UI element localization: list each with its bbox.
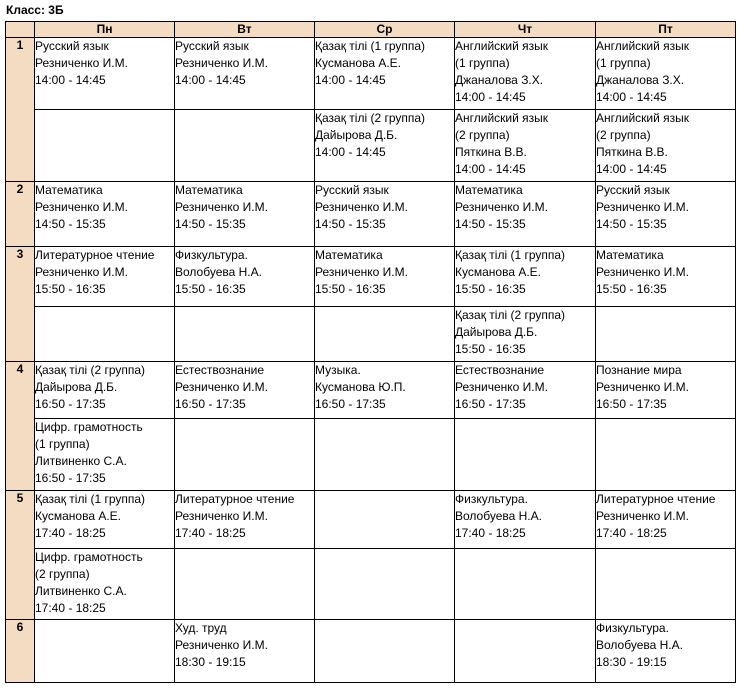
cell-line: Математика (35, 183, 103, 197)
schedule-cell (596, 182, 736, 247)
cell-line: Дайырова Д.Б. (35, 380, 118, 394)
cell-line: 17:40 - 18:25 (175, 526, 246, 540)
schedule-cell (35, 307, 175, 362)
cell-line: (2 группа) (596, 128, 651, 142)
cell-line: Русский язык (35, 39, 109, 53)
cell-line: 18:30 - 19:15 (596, 655, 667, 669)
cell-line: 14:00 - 14:45 (315, 145, 386, 159)
cell-line: Резниченко И.М. (35, 200, 128, 214)
cell-line: 15:50 - 16:35 (315, 282, 386, 296)
lesson-row (6, 620, 736, 683)
cell-line: (1 группа) (596, 56, 651, 70)
cell-line: 14:50 - 15:35 (35, 217, 106, 231)
cell-line: Қазақ тілі (1 группа) (315, 39, 426, 53)
cell-line: Пяткина В.В. (455, 145, 527, 159)
schedule-cell (35, 182, 175, 247)
lesson-row (6, 549, 736, 620)
cell-line: 16:50 - 17:35 (455, 397, 526, 411)
cell-line: Кусманова А.Е. (315, 56, 402, 70)
cell-line: Кусманова Ю.П. (315, 380, 406, 394)
cell-line: 15:50 - 16:35 (35, 282, 106, 296)
cell-line: Волобуева Н.А. (455, 509, 542, 523)
schedule-cell (455, 110, 596, 182)
schedule-cell (455, 620, 596, 683)
schedule-cell (455, 362, 596, 419)
cell-line: 14:00 - 14:45 (175, 73, 246, 87)
cell-line: Резниченко И.М. (596, 200, 689, 214)
cell-line: 16:50 - 17:35 (315, 397, 386, 411)
schedule-cell (315, 491, 455, 549)
lesson-number: 2 (6, 182, 35, 247)
schedule-cell (35, 419, 175, 491)
cell-line: 18:30 - 19:15 (175, 655, 246, 669)
schedule-cell (596, 307, 736, 362)
schedule-cell (175, 419, 315, 491)
cell-line: Естествознание (175, 363, 264, 377)
day-header-wed: Ср (315, 22, 455, 38)
schedule-cell (596, 549, 736, 620)
cell-line: 14:00 - 14:45 (455, 162, 526, 176)
cell-line: Познание мира (596, 363, 682, 377)
cell-line: 15:50 - 16:35 (455, 342, 526, 356)
schedule-cell (315, 620, 455, 683)
lesson-row (6, 247, 736, 307)
cell-line: Волобуева Н.А. (596, 638, 683, 652)
class-title: Класс: 3Б (6, 3, 64, 17)
cell-line: Математика (455, 183, 523, 197)
day-header-mon: Пн (35, 22, 175, 38)
cell-line: Математика (175, 183, 243, 197)
schedule-cell (315, 419, 455, 491)
schedule-cell (175, 549, 315, 620)
cell-line: Қазақ тілі (2 группа) (35, 363, 146, 377)
schedule-cell (455, 307, 596, 362)
schedule-cell (455, 182, 596, 247)
schedule-cell (455, 549, 596, 620)
schedule-cell (315, 549, 455, 620)
schedule-cell (35, 549, 175, 620)
cell-line: Қазақ тілі (1 группа) (35, 492, 146, 506)
cell-line: Резниченко И.М. (175, 200, 268, 214)
cell-line: 14:00 - 14:45 (596, 90, 667, 104)
schedule-cell (455, 247, 596, 307)
day-header-fri: Пт (596, 22, 736, 38)
day-header-thu: Чт (455, 22, 596, 38)
cell-line: Английский язык (596, 39, 690, 53)
cell-line: Резниченко И.М. (596, 265, 689, 279)
schedule-cell (35, 362, 175, 419)
cell-line: (2 группа) (35, 567, 90, 581)
schedule-cell (596, 110, 736, 182)
cell-line: Қазақ тілі (2 группа) (315, 111, 426, 125)
cell-line: 14:00 - 14:45 (315, 73, 386, 87)
cell-line: 17:40 - 18:25 (35, 526, 106, 540)
lesson-row (6, 110, 736, 182)
cell-line: 17:40 - 18:25 (35, 601, 106, 615)
cell-line: Литературное чтение (175, 492, 295, 506)
lesson-row (6, 362, 736, 419)
schedule-cell (455, 419, 596, 491)
schedule-cell (175, 362, 315, 419)
schedule-cell (175, 307, 315, 362)
schedule-cell (315, 362, 455, 419)
cell-line: Английский язык (596, 111, 690, 125)
schedule-cell (455, 491, 596, 549)
cell-line: (1 группа) (455, 56, 510, 70)
schedule-cell (175, 110, 315, 182)
timetable (5, 21, 736, 683)
cell-line: Музыка. (315, 363, 361, 377)
lesson-row (6, 307, 736, 362)
lesson-row (6, 182, 736, 247)
schedule-cell (315, 307, 455, 362)
cell-line: 16:50 - 17:35 (35, 471, 106, 485)
cell-line: Литературное чтение (35, 248, 155, 262)
cell-line: Резниченко И.М. (175, 380, 268, 394)
cell-line: 14:50 - 15:35 (175, 217, 246, 231)
cell-line: Английский язык (455, 39, 549, 53)
cell-line: Резниченко И.М. (175, 638, 268, 652)
lesson-row (6, 419, 736, 491)
cell-line: Русский язык (315, 183, 389, 197)
schedule-cell (596, 620, 736, 683)
cell-line: Қазақ тілі (1 группа) (455, 248, 566, 262)
cell-line: Цифр. грамотность (35, 420, 143, 434)
cell-line: 14:00 - 14:45 (35, 73, 106, 87)
cell-line: Английский язык (455, 111, 549, 125)
schedule-cell (35, 247, 175, 307)
schedule-cell (315, 38, 455, 110)
cell-line: Резниченко И.М. (35, 265, 128, 279)
schedule-cell (35, 491, 175, 549)
cell-line: Литвиненко С.А. (35, 584, 127, 598)
cell-line: Волобуева Н.А. (175, 265, 262, 279)
cell-line: Цифр. грамотность (35, 550, 143, 564)
cell-line: Кусманова А.Е. (455, 265, 542, 279)
cell-line: Физкультура. (175, 248, 248, 262)
schedule-cell (596, 419, 736, 491)
cell-line: 14:00 - 14:45 (596, 162, 667, 176)
cell-line: 16:50 - 17:35 (596, 397, 667, 411)
cell-line: Математика (596, 248, 664, 262)
cell-line: 16:50 - 17:35 (175, 397, 246, 411)
cell-line: Физкультура. (455, 492, 528, 506)
schedule-cell (175, 38, 315, 110)
cell-line: Литературное чтение (596, 492, 716, 506)
cell-line: Резниченко И.М. (175, 56, 268, 70)
cell-line: Русский язык (596, 183, 670, 197)
schedule-cell (596, 491, 736, 549)
cell-line: Джаналова З.Х. (455, 73, 544, 87)
cell-line: Дайырова Д.Б. (455, 325, 538, 339)
cell-line: Естествознание (455, 363, 544, 377)
cell-line: 15:50 - 16:35 (175, 282, 246, 296)
cell-line: Кусманова А.Е. (35, 509, 122, 523)
header-corner (6, 22, 35, 38)
schedule-cell (315, 247, 455, 307)
cell-line: 14:00 - 14:45 (455, 90, 526, 104)
lesson-row (6, 491, 736, 549)
cell-line: (2 группа) (455, 128, 510, 142)
lesson-number: 1 (6, 38, 35, 182)
schedule-cell (596, 247, 736, 307)
schedule-cell (175, 247, 315, 307)
cell-line: Резниченко И.М. (596, 380, 689, 394)
cell-line: Резниченко И.М. (315, 200, 408, 214)
cell-line: Джаналова З.Х. (596, 73, 685, 87)
cell-line: Резниченко И.М. (315, 265, 408, 279)
cell-line: 15:50 - 16:35 (455, 282, 526, 296)
cell-line: Пяткина В.В. (596, 145, 668, 159)
cell-line: Резниченко И.М. (455, 200, 548, 214)
schedule-cell (175, 491, 315, 549)
cell-line: 14:50 - 15:35 (455, 217, 526, 231)
schedule-cell (175, 182, 315, 247)
cell-line: 16:50 - 17:35 (35, 397, 106, 411)
cell-line: Литвиненко С.А. (35, 454, 127, 468)
schedule-cell (455, 38, 596, 110)
cell-line: Физкультура. (596, 621, 669, 635)
schedule-cell (35, 620, 175, 683)
cell-line: 17:40 - 18:25 (455, 526, 526, 540)
cell-line: (1 группа) (35, 437, 90, 451)
cell-line: Резниченко И.М. (35, 56, 128, 70)
schedule-cell (35, 110, 175, 182)
schedule-cell (596, 38, 736, 110)
cell-line: Резниченко И.М. (455, 380, 548, 394)
header-row (6, 22, 736, 38)
lesson-number: 5 (6, 491, 35, 620)
cell-line: 14:50 - 15:35 (596, 217, 667, 231)
lesson-number: 3 (6, 247, 35, 362)
cell-line: 17:40 - 18:25 (596, 526, 667, 540)
cell-line: 15:50 - 16:35 (596, 282, 667, 296)
schedule-cell (175, 620, 315, 683)
schedule-cell (35, 38, 175, 110)
cell-line: Резниченко И.М. (596, 509, 689, 523)
cell-line: Худ. труд (175, 621, 227, 635)
cell-line: Русский язык (175, 39, 249, 53)
cell-line: Резниченко И.М. (175, 509, 268, 523)
schedule-cell (315, 182, 455, 247)
cell-line: 14:50 - 15:35 (315, 217, 386, 231)
cell-line: Қазақ тілі (2 группа) (455, 308, 566, 322)
cell-line: Дайырова Д.Б. (315, 128, 398, 142)
schedule-cell (315, 110, 455, 182)
lesson-number: 4 (6, 362, 35, 491)
cell-line: Математика (315, 248, 383, 262)
lesson-number: 6 (6, 620, 35, 683)
schedule-cell (596, 362, 736, 419)
lesson-row (6, 38, 736, 110)
day-header-tue: Вт (175, 22, 315, 38)
